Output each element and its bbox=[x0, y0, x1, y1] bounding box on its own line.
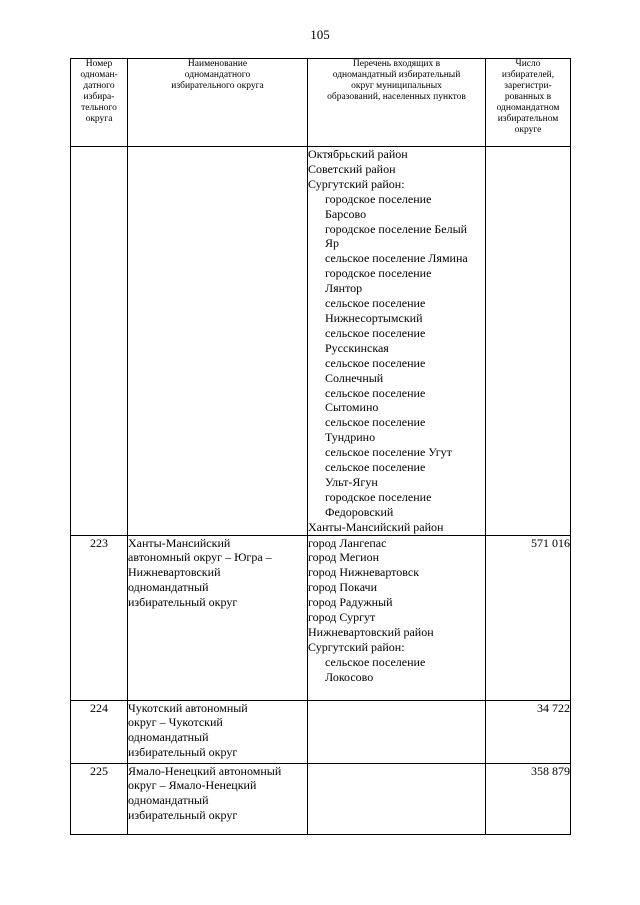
municipality-list bbox=[308, 700, 486, 763]
municipality-item: Сургутский район: bbox=[308, 176, 405, 191]
table-row bbox=[71, 147, 571, 536]
municipality-item: Федоровский bbox=[325, 504, 394, 519]
table-row bbox=[71, 763, 571, 834]
district-name bbox=[128, 700, 308, 763]
municipality-list bbox=[308, 535, 486, 700]
municipality-item: сельское поселение bbox=[325, 415, 426, 430]
header-number-line: датного bbox=[83, 81, 115, 91]
district-name-line: Ямало-Ненецкий автономный bbox=[128, 763, 282, 778]
district-name-line: округ – Ямало-Ненецкий bbox=[128, 778, 257, 793]
district-name-line: Нижневартовский bbox=[128, 565, 221, 580]
municipality-item: Тундрино bbox=[325, 430, 376, 445]
municipality-item: Барсово bbox=[325, 206, 367, 221]
district-number: 223 bbox=[71, 535, 128, 700]
district-name bbox=[128, 763, 308, 834]
header-count-line: рованных в bbox=[504, 92, 552, 102]
municipality-item: городское поселение bbox=[325, 191, 432, 206]
municipality-item: городское поселение Белый bbox=[325, 221, 468, 236]
header-list-line: Перечень входящих в bbox=[352, 59, 441, 69]
header-list-line: округ муниципальных bbox=[351, 81, 442, 91]
district-name bbox=[128, 147, 308, 536]
header-count-line: округе bbox=[514, 125, 542, 135]
header-number-line: Номер bbox=[85, 59, 113, 69]
voter-count: 571 016 bbox=[486, 535, 571, 700]
header-number-line: одноман- bbox=[80, 70, 118, 80]
header-list bbox=[308, 59, 486, 147]
district-name-line: округ – Чукотский bbox=[128, 715, 223, 730]
district-name-line: одномандатный bbox=[128, 793, 209, 808]
district-number: 224 bbox=[71, 700, 128, 763]
header-number-line: округа bbox=[85, 114, 113, 124]
district-name-line: избирательный округ bbox=[128, 595, 238, 610]
municipality-item: городское поселение bbox=[325, 266, 432, 281]
header-name-line: избирательного округа bbox=[171, 81, 264, 91]
municipality-item: Советский район bbox=[308, 161, 396, 176]
municipality-item: город Лангепас bbox=[308, 535, 387, 550]
header-name-line: одномандатного bbox=[184, 70, 251, 80]
district-name bbox=[128, 535, 308, 700]
header-number bbox=[71, 59, 128, 147]
district-name-line: одномандатный bbox=[128, 730, 209, 745]
voter-count: 34 722 bbox=[486, 700, 571, 763]
municipality-item: сельское поселение bbox=[325, 460, 426, 475]
municipality-list bbox=[308, 763, 486, 834]
voter-count bbox=[486, 147, 571, 536]
municipality-item: сельское поселение bbox=[325, 296, 426, 311]
municipality-item: Сургутский район: bbox=[308, 639, 405, 654]
voter-count: 358 879 bbox=[486, 763, 571, 834]
header-count-line: избирательном bbox=[497, 114, 559, 124]
municipality-item: сельское поселение bbox=[325, 325, 426, 340]
municipality-item: Сытомино bbox=[325, 400, 379, 415]
municipality-item: Ханты-Мансийский район bbox=[308, 519, 444, 534]
page-number: 105 bbox=[310, 27, 330, 42]
header-count-line: зарегистри- bbox=[504, 81, 552, 91]
municipality-item: сельское поселение Лямина bbox=[325, 251, 468, 266]
header-count bbox=[486, 59, 571, 147]
table-row bbox=[71, 535, 571, 700]
header-count-line: избирателей, bbox=[501, 70, 555, 80]
municipality-list bbox=[308, 147, 486, 536]
municipality-item: город Сургут bbox=[308, 610, 376, 625]
municipality-item: сельское поселение bbox=[325, 385, 426, 400]
table-header-row bbox=[71, 59, 571, 147]
district-number bbox=[71, 147, 128, 536]
header-count-line: одномандатном bbox=[496, 103, 560, 113]
municipality-item: Лянтор bbox=[325, 281, 363, 296]
district-name-line: Ханты-Мансийский bbox=[128, 535, 231, 550]
municipality-item: Солнечный bbox=[325, 370, 384, 385]
municipality-item: город Нижневартовск bbox=[308, 565, 420, 580]
municipality-item: Русскинская bbox=[325, 340, 389, 355]
municipality-item: город Покачи bbox=[308, 580, 377, 595]
district-name-line: избирательный округ bbox=[128, 808, 238, 823]
municipality-item: Нижневартовский район bbox=[308, 625, 434, 639]
district-name-line: одномандатный bbox=[128, 580, 209, 595]
municipality-item: город Радужный bbox=[308, 595, 393, 610]
district-number: 225 bbox=[71, 763, 128, 834]
header-number-line: тельного bbox=[81, 103, 117, 113]
district-name-line: избирательный округ bbox=[128, 745, 238, 760]
header-count-line: Число bbox=[515, 59, 541, 69]
header-list-line: одномандатный избирательный bbox=[332, 70, 461, 80]
municipality-item: Нижнесортымский bbox=[325, 310, 423, 325]
municipality-item: Локосово bbox=[325, 669, 374, 684]
municipality-item: город Мегион bbox=[308, 550, 379, 565]
municipality-item: Октябрьский район bbox=[308, 147, 408, 161]
header-name-line: Наименование bbox=[187, 59, 248, 69]
municipality-item: сельское поселение bbox=[325, 355, 426, 370]
municipality-item: сельское поселение Угут bbox=[325, 445, 452, 460]
districts-table bbox=[70, 58, 571, 835]
header-number-line: избира- bbox=[83, 92, 115, 102]
table-row bbox=[71, 700, 571, 763]
municipality-item: Яр bbox=[325, 236, 340, 251]
header-name bbox=[128, 59, 308, 147]
municipality-item: сельское поселение bbox=[325, 654, 426, 669]
header-list-line: образований, населенных пунктов bbox=[327, 92, 466, 102]
district-name-line: Чукотский автономный bbox=[128, 700, 248, 715]
district-name-line: автономный округ – Югра – bbox=[128, 550, 272, 565]
municipality-item: Ульт-Ягун bbox=[325, 474, 378, 489]
municipality-item: городское поселение bbox=[325, 489, 432, 504]
